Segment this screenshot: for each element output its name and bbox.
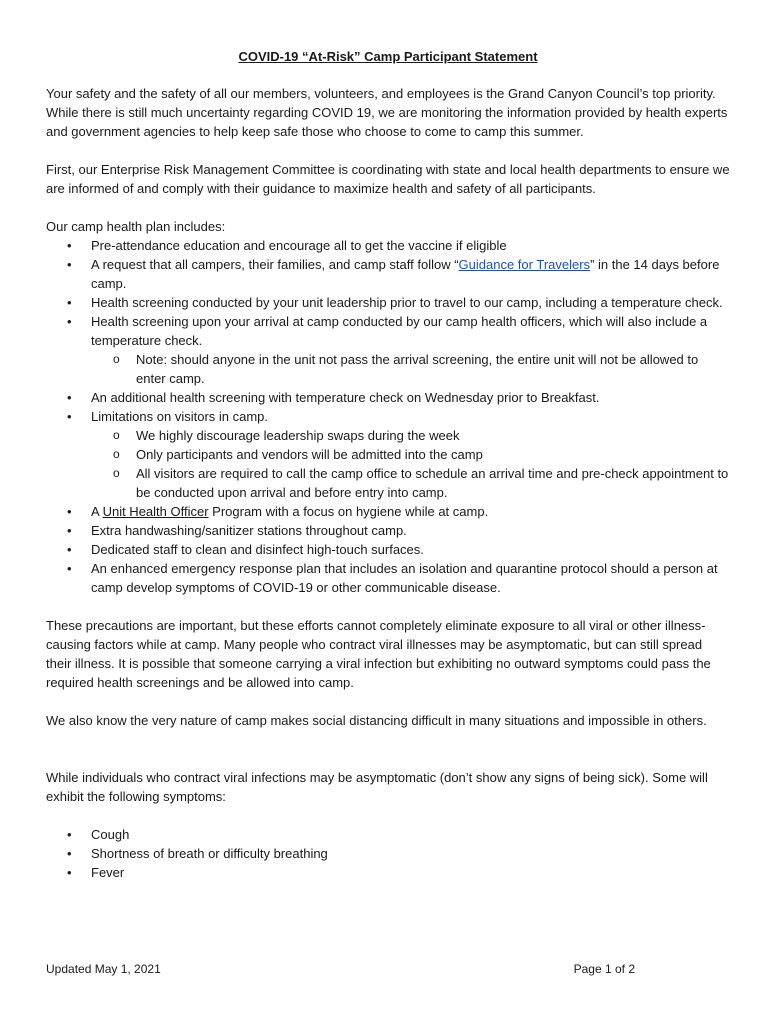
plan-item-text: Limitations on visitors in camp.: [91, 409, 269, 424]
plan-item-text: Health screening upon your arrival at camp conducted by our camp health officers, which will also include a temperature check.: [91, 314, 708, 348]
plan-item: • An enhanced emergency response plan that includes an isolation and quarantine protocol should a person at camp develop symptoms of COVID-19 or other communicable disease.: [46, 559, 730, 597]
plan-subitem: o We highly discourage leadership swaps during the week: [91, 426, 730, 445]
plan-subitem: o Note: should anyone in the unit not pass the arrival screening, the entire unit will not be allowed to enter camp.: [91, 350, 730, 388]
plan-item: [46, 255, 730, 293]
plan-sublist: [91, 426, 730, 502]
plan-subitem: o All visitors are required to call the camp office to schedule an arrival time and pre-check appointment to be conducted upon arrival and before entry into camp.: [91, 464, 730, 502]
symptoms-list: [46, 825, 730, 882]
plan-item-text: A: [91, 504, 103, 519]
plan-item: • An additional health screening with temperature check on Wednesday prior to Breakfast.: [46, 388, 730, 407]
spacer: [46, 749, 730, 768]
updated-date: Updated May 1, 2021: [46, 962, 161, 976]
plan-item: [46, 312, 730, 388]
page-number: Page 1 of 2: [573, 962, 635, 976]
plan-item-text: ” in the 14 days before camp.: [91, 257, 720, 291]
social-distancing-paragraph: We also know the very nature of camp makes social distancing difficult in many situations and impossible in others.: [46, 713, 707, 728]
symptom-item: • Shortness of breath or difficulty breathing: [46, 844, 730, 863]
plan-intro: Our camp health plan includes:: [46, 219, 226, 234]
document-page: [46, 47, 730, 901]
plan-item: • Extra handwashing/sanitizer stations throughout camp.: [46, 521, 730, 540]
plan-item-text: Program with a focus on hygiene while at camp.: [208, 504, 489, 519]
plan-item: • Health screening conducted by your unit leadership prior to travel to our camp, including a temperature check.: [46, 293, 730, 312]
intro-paragraph: Your safety and the safety of all our members, volunteers, and employees is the Grand Canyon Council’s top priority. While there is still much uncertainty regarding COVID 19, we are monitoring the information provided by health experts and government agencies to help keep safe those who choose to come to camp this summer.: [46, 86, 728, 139]
committee-paragraph: First, our Enterprise Risk Management Committee is coordinating with state and local health departments to ensure we are informed of and comply with their guidance to maximize health and safety of all participants.: [46, 162, 730, 196]
plan-item: [46, 502, 730, 521]
symptoms-paragraph: While individuals who contract viral infections may be asymptomatic (don’t show any signs of being sick). Some will exhibit the following symptoms:: [46, 770, 708, 804]
plan-item-text: A request that all campers, their families, and camp staff follow “: [91, 257, 459, 272]
health-plan-list: [46, 236, 730, 597]
symptom-item: • Fever: [46, 863, 730, 882]
plan-item: • Pre-attendance education and encourage all to get the vaccine if eligible: [46, 236, 730, 255]
symptom-item: • Cough: [46, 825, 730, 844]
document-title: COVID-19 “At-Risk” Camp Participant Statement: [238, 49, 538, 64]
plan-subitem: o Only participants and vendors will be admitted into the camp: [91, 445, 730, 464]
guidance-for-travelers-link[interactable]: Guidance for Travelers: [458, 257, 591, 272]
plan-item: [46, 407, 730, 502]
unit-health-officer-text: Unit Health Officer: [102, 504, 209, 519]
plan-sublist: [91, 350, 730, 388]
precautions-paragraph: These precautions are important, but these efforts cannot completely eliminate exposure to all viral or other illness-causing factors while at camp. Many people who contract viral illnesses may be asymptomatic, but can still spread their illness. It is possible that someone carrying a viral infection but exhibiting no outward symptoms could pass the required health screenings and be allowed into camp.: [46, 618, 711, 690]
plan-item: • Dedicated staff to clean and disinfect high-touch surfaces.: [46, 540, 730, 559]
